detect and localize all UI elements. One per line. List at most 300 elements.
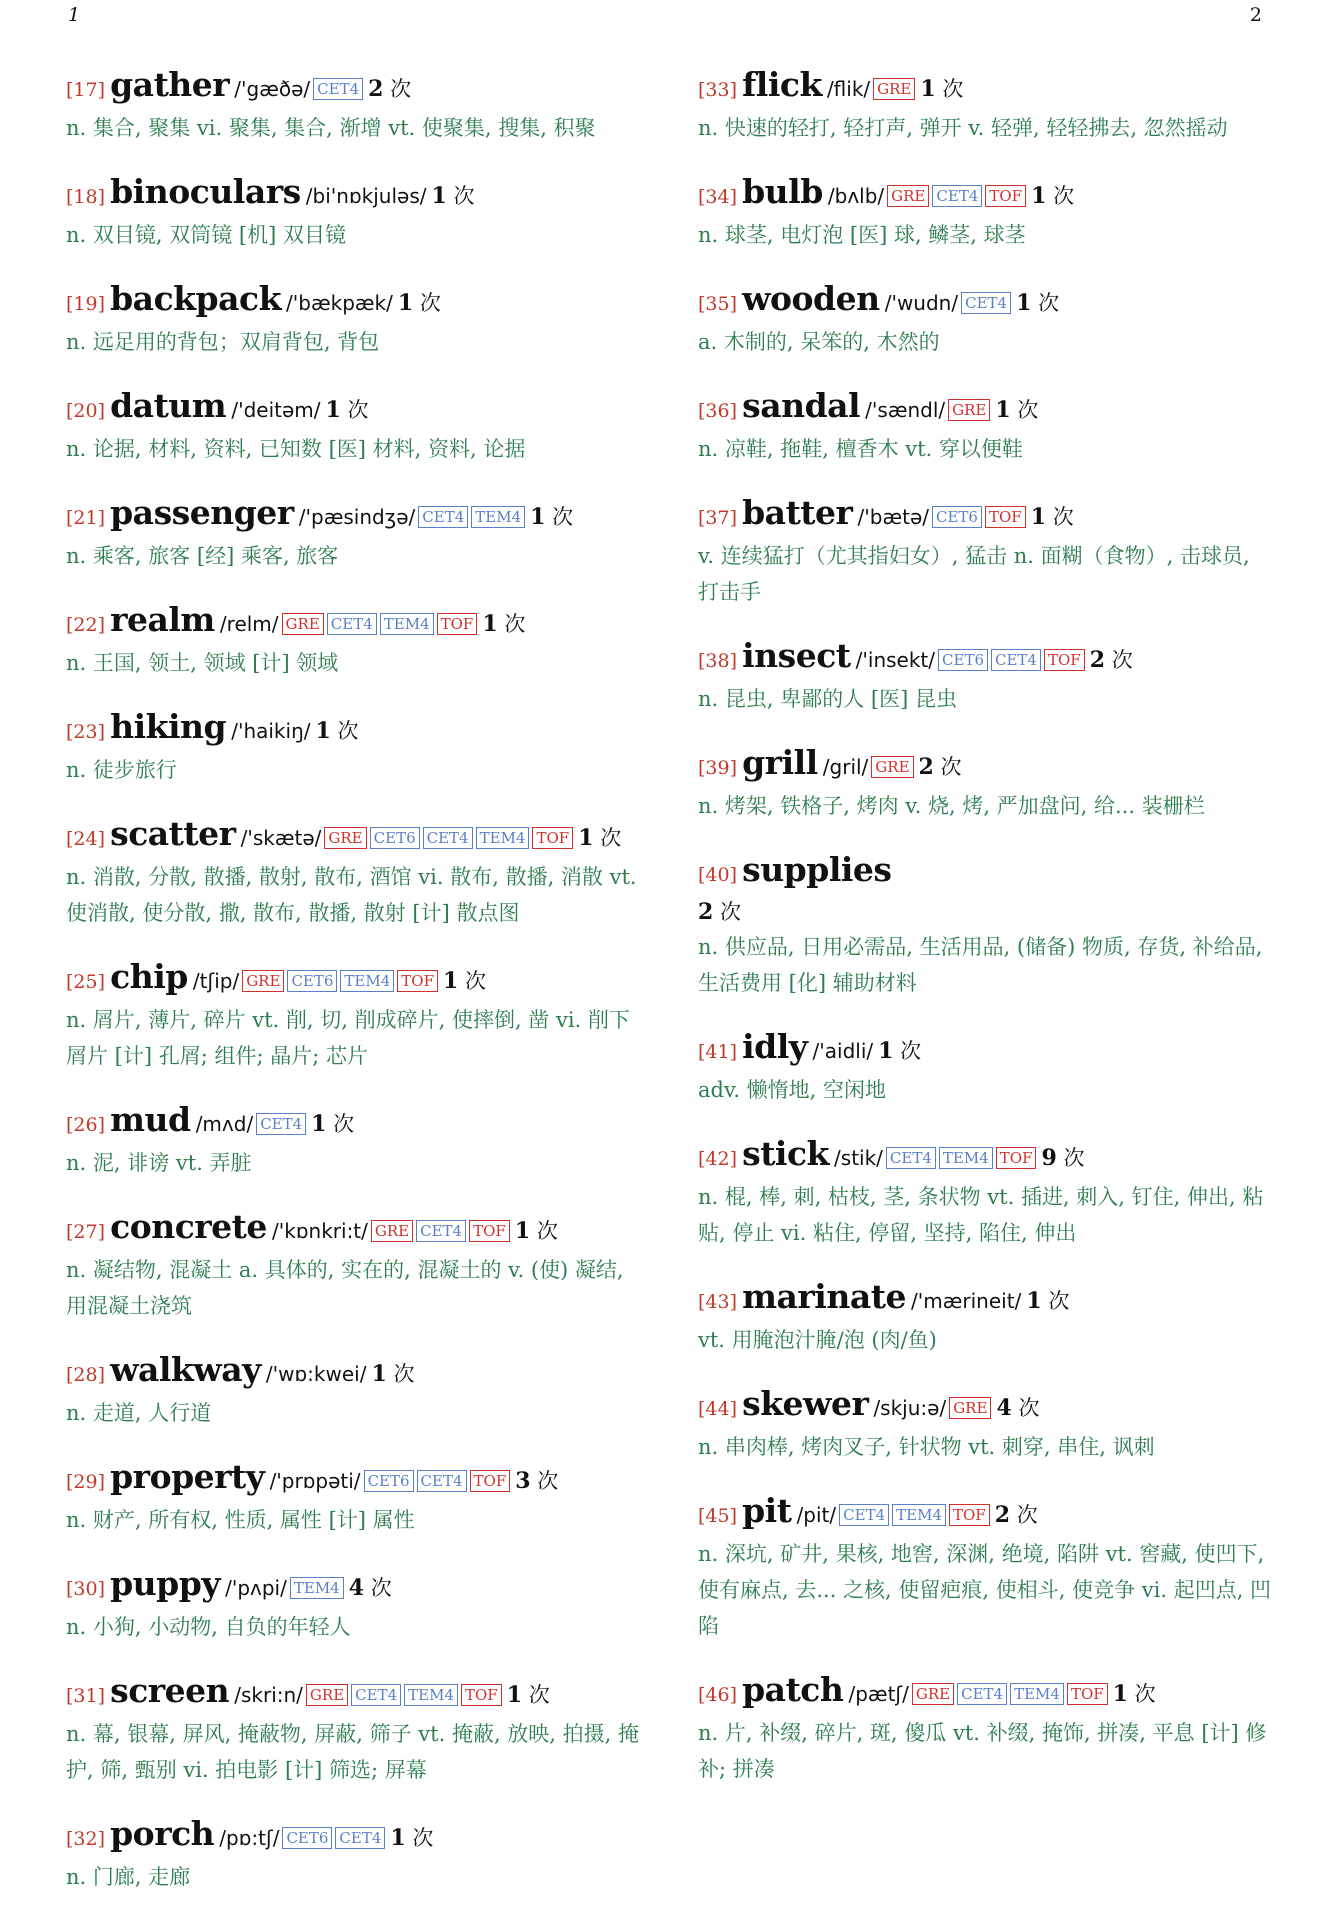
entry-index: [28] — [66, 1364, 106, 1386]
exam-tag-gre: GRE — [306, 1684, 348, 1706]
phonetic: /'gæðə/ — [234, 77, 311, 101]
definition: n. 片, 补缀, 碎片, 斑, 傻瓜 vt. 补缀, 掩饰, 拼凑, 平息 [计] 修补; 拼凑 — [698, 1721, 1267, 1781]
exam-tag-cet4: CET4 — [416, 1220, 466, 1242]
count-unit: 次 — [465, 969, 486, 993]
headword: concrete — [110, 1207, 267, 1246]
vocab-entry — [698, 1135, 1276, 1251]
exam-tag-cet4: CET4 — [418, 506, 468, 528]
phonetic: /stik/ — [834, 1146, 883, 1170]
occurrence-count — [1026, 1289, 1069, 1313]
vocab-entry — [66, 1208, 644, 1324]
entry-index: [20] — [66, 400, 106, 422]
count-unit: 次 — [1063, 1146, 1085, 1170]
count-number: 1 — [878, 1038, 894, 1064]
headword: grill — [742, 743, 818, 782]
definition: n. 集合, 聚集 vi. 聚集, 集合, 渐增 vt. 使聚集, 搜集, 积聚 — [66, 116, 596, 140]
entry-head — [66, 173, 644, 217]
phonetic: /pit/ — [796, 1503, 837, 1527]
vocab-entry — [66, 66, 644, 146]
phonetic: /'bætə/ — [857, 505, 929, 529]
count-number: 1 — [431, 183, 447, 209]
entry-index: [30] — [66, 1578, 106, 1600]
count-number: 1 — [1026, 1288, 1042, 1314]
exam-tag-cet4: CET4 — [932, 185, 982, 207]
phonetic: /'pʌpi/ — [225, 1576, 287, 1600]
exam-tag-cet4: CET4 — [886, 1147, 936, 1169]
exam-tag-cet4: CET4 — [991, 649, 1041, 671]
vocab-entry — [66, 494, 644, 574]
vocab-entry — [698, 173, 1276, 253]
count-unit: 次 — [900, 1039, 922, 1063]
exam-tag-tof: TOF — [469, 1220, 510, 1242]
entry-head — [698, 280, 1276, 324]
entry-index: [31] — [66, 1685, 106, 1707]
headword: flick — [742, 65, 822, 104]
occurrence-count — [1016, 291, 1059, 315]
headword: skewer — [742, 1384, 869, 1423]
occurrence-count — [311, 1112, 354, 1136]
exam-tag-cet4: CET4 — [961, 292, 1011, 314]
count-unit: 次 — [390, 77, 412, 101]
count-unit: 次 — [1134, 1682, 1156, 1706]
exam-tag-tem4: TEM4 — [290, 1577, 344, 1599]
exam-tag-cet4: CET4 — [313, 78, 363, 100]
count-unit: 次 — [412, 1826, 434, 1850]
occurrence-count — [515, 1219, 558, 1243]
vocab-entry — [66, 815, 644, 931]
exam-tag-gre: GRE — [887, 185, 929, 207]
exam-tag-cet4: CET4 — [417, 1470, 467, 1492]
exam-tag-tof: TOF — [949, 1504, 990, 1526]
occurrence-count — [315, 719, 358, 743]
entry-head — [66, 1101, 644, 1145]
occurrence-count — [995, 398, 1038, 422]
exam-tag-tem4: TEM4 — [471, 506, 525, 528]
count-unit: 次 — [419, 291, 441, 315]
definition: n. 昆虫, 卑鄙的人 [医] 昆虫 — [698, 687, 957, 711]
count-number: 4 — [348, 1575, 365, 1601]
occurrence-count — [920, 77, 963, 101]
entry-index: [44] — [698, 1398, 738, 1420]
definition: n. 凉鞋, 拖鞋, 檀香木 vt. 穿以便鞋 — [698, 437, 1023, 461]
entry-index: [38] — [698, 650, 738, 672]
headword: porch — [110, 1814, 215, 1853]
phonetic: /'wɒ:kwei/ — [265, 1362, 367, 1386]
phonetic: /relm/ — [219, 612, 279, 636]
count-number: 2 — [1089, 647, 1106, 673]
occurrence-count — [1041, 1146, 1084, 1170]
occurrence-count — [1031, 184, 1074, 208]
count-unit: 次 — [1016, 1503, 1038, 1527]
count-number: 1 — [443, 968, 459, 994]
occurrence-count — [578, 826, 621, 850]
exam-tag-gre: GRE — [371, 1220, 413, 1242]
entry-index: [37] — [698, 507, 738, 529]
entry-head — [698, 387, 1276, 431]
entry-index: [32] — [66, 1828, 106, 1850]
entry-index: [39] — [698, 757, 738, 779]
count-unit: 次 — [1053, 184, 1075, 208]
entry-head — [698, 1135, 1276, 1179]
exam-tag-cet4: CET4 — [256, 1113, 306, 1135]
exam-tag-cet6: CET6 — [282, 1827, 332, 1849]
occurrence-count — [398, 291, 441, 315]
entry-index: [29] — [66, 1471, 106, 1493]
count-number: 1 — [397, 290, 414, 316]
vocab-entry — [698, 494, 1276, 610]
exam-tag-cet4: CET4 — [423, 827, 473, 849]
count-number: 1 — [1030, 504, 1047, 530]
occurrence-count — [432, 184, 475, 208]
entry-head — [698, 1492, 1276, 1536]
count-unit: 次 — [528, 1683, 550, 1707]
vocab-entry — [698, 851, 1276, 1001]
occurrence-count — [371, 1362, 414, 1386]
exam-tag-tof: TOF — [437, 613, 478, 635]
vocab-entry — [66, 1351, 644, 1431]
vocab-entry — [66, 1101, 644, 1181]
definition: n. 屑片, 薄片, 碎片 vt. 削, 切, 削成碎片, 使摔倒, 凿 vi. 削下屑片 [计] 孔屑; 组件; 晶片; 芯片 — [66, 1008, 630, 1068]
entry-head — [66, 1351, 644, 1395]
entry-head — [698, 1385, 1276, 1429]
definition: n. 球茎, 电灯泡 [医] 球, 鳞茎, 球茎 — [698, 223, 1026, 247]
count-unit: 次 — [720, 900, 741, 924]
occurrence-count — [349, 1576, 392, 1600]
exam-tag-gre: GRE — [871, 756, 913, 778]
definition: n. 消散, 分散, 散播, 散射, 散布, 酒馆 vi. 散布, 散播, 消散 vt. 使消散, 使分散, 撒, 散布, 散播, 散射 [计] 散点图 — [66, 865, 637, 925]
phonetic: /flik/ — [826, 77, 871, 101]
headword: mud — [110, 1100, 191, 1139]
definition: a. 木制的, 呆笨的, 木然的 — [698, 330, 940, 354]
count-number: 2 — [918, 754, 934, 780]
headword: backpack — [110, 279, 281, 318]
count-unit: 次 — [504, 612, 526, 636]
vocab-entry — [66, 173, 644, 253]
entry-head — [698, 637, 1276, 681]
vocab-entry — [66, 958, 644, 1074]
headword: supplies — [742, 850, 892, 889]
headword: scatter — [110, 814, 236, 853]
definition: n. 徒步旅行 — [66, 758, 177, 782]
entry-index: [35] — [698, 293, 738, 315]
count-number: 1 — [390, 1825, 406, 1851]
phonetic: /skri:n/ — [234, 1683, 303, 1707]
exam-tag-tof: TOF — [461, 1684, 502, 1706]
count-number: 1 — [311, 1111, 327, 1137]
headword: insect — [742, 636, 851, 675]
phonetic: /'sændl/ — [865, 398, 946, 422]
count-number: 2 — [368, 76, 384, 102]
vocab-entry — [698, 744, 1276, 824]
count-number: 2 — [994, 1502, 1011, 1528]
definition: vt. 用腌泡汁腌/泡 (肉/鱼) — [698, 1328, 937, 1352]
entry-head — [66, 1458, 644, 1502]
vocab-entry — [66, 601, 644, 681]
exam-tag-cet6: CET6 — [932, 506, 982, 528]
definition: n. 供应品, 日用必需品, 生活用品, (储备) 物质, 存货, 补给品, 生活费用 [化] 辅助材料 — [698, 935, 1263, 995]
entry-head — [698, 1028, 1276, 1072]
occurrence-count — [507, 1683, 550, 1707]
count-unit: 次 — [552, 505, 574, 529]
exam-tag-tem4: TEM4 — [1010, 1683, 1064, 1705]
exam-tag-tof: TOF — [397, 970, 438, 992]
entry-index: [40] — [698, 864, 738, 886]
count-number: 1 — [315, 718, 331, 744]
exam-tag-gre: GRE — [242, 970, 284, 992]
occurrence-count — [995, 1503, 1038, 1527]
headword: puppy — [110, 1564, 220, 1603]
exam-tag-tof: TOF — [1067, 1683, 1108, 1705]
phonetic: /mʌd/ — [195, 1112, 254, 1136]
vocab-entry — [66, 280, 644, 360]
count-unit: 次 — [537, 1469, 559, 1493]
occurrence-count — [698, 895, 1276, 929]
count-unit: 次 — [453, 184, 475, 208]
headword: screen — [110, 1671, 230, 1710]
phonetic: /gril/ — [822, 755, 869, 779]
exam-tag-tem4: TEM4 — [380, 613, 434, 635]
occurrence-count — [1113, 1682, 1156, 1706]
count-number: 1 — [920, 76, 936, 102]
count-number: 1 — [1112, 1681, 1128, 1707]
definition: n. 凝结物, 混凝土 a. 具体的, 实在的, 混凝土的 v. (使) 凝结, 用混凝土浇筑 — [66, 1258, 624, 1318]
occurrence-count — [443, 969, 486, 993]
count-unit: 次 — [333, 1112, 355, 1136]
definition: n. 乘客, 旅客 [经] 乘客, 旅客 — [66, 544, 339, 568]
exam-tag-cet6: CET6 — [287, 970, 337, 992]
exam-tag-tof: TOF — [996, 1147, 1037, 1169]
phonetic: /bʌlb/ — [827, 184, 885, 208]
vocab-entry — [698, 1385, 1276, 1465]
definition: n. 门廊, 走廊 — [66, 1865, 191, 1889]
phonetic: /pætʃ/ — [848, 1682, 909, 1706]
count-number: 1 — [1016, 290, 1032, 316]
headword: realm — [110, 600, 215, 639]
exam-tag-cet4: CET4 — [335, 1827, 385, 1849]
definition: n. 论据, 材料, 资料, 已知数 [医] 材料, 资料, 论据 — [66, 437, 526, 461]
entry-head — [66, 1672, 644, 1716]
phonetic: /'haikiŋ/ — [231, 719, 311, 743]
headword: stick — [742, 1134, 829, 1173]
definition: n. 串肉棒, 烤肉叉子, 针状物 vt. 刺穿, 串住, 讽刺 — [698, 1435, 1155, 1459]
exam-tag-cet6: CET6 — [938, 649, 988, 671]
exam-tag-tem4: TEM4 — [340, 970, 394, 992]
entry-head — [698, 1671, 1276, 1715]
vocab-entry — [698, 1492, 1276, 1644]
entry-index: [18] — [66, 186, 106, 208]
occurrence-count — [530, 505, 573, 529]
exam-tag-gre: GRE — [324, 827, 366, 849]
entry-index: [45] — [698, 1505, 738, 1527]
phonetic: /bi'nɒkjuləs/ — [305, 184, 427, 208]
phonetic: /'aidli/ — [812, 1039, 874, 1063]
entry-index: [21] — [66, 507, 106, 529]
headword: idly — [742, 1027, 808, 1066]
entry-head — [66, 1565, 644, 1609]
phonetic: /'bækpæk/ — [286, 291, 393, 315]
entry-head — [698, 1278, 1276, 1322]
definition: v. 连续猛打（尤其指妇女）, 猛击 n. 面糊（食物）, 击球员, 打击手 — [698, 544, 1250, 604]
definition: n. 远足用的背包；双肩背包, 背包 — [66, 330, 380, 354]
count-unit: 次 — [337, 719, 359, 743]
count-unit: 次 — [940, 755, 962, 779]
phonetic: /tʃip/ — [192, 969, 240, 993]
exam-tag-cet4: CET4 — [957, 1683, 1007, 1705]
count-number: 2 — [698, 899, 714, 925]
definition: n. 烤架, 铁格子, 烤肉 v. 烧, 烤, 严加盘问, 给... 装栅栏 — [698, 794, 1205, 818]
vocab-entry — [698, 1278, 1276, 1358]
count-number: 1 — [530, 504, 546, 530]
exam-tag-gre: GRE — [948, 399, 990, 421]
definition: n. 深坑, 矿井, 果核, 地窖, 深渊, 绝境, 陷阱 vt. 窖藏, 使凹下, 使有麻点, 去... 之核, 使留疤痕, 使相斗, 使竞争 vi. 起凹点, 凹陷 — [698, 1542, 1272, 1638]
entry-head — [66, 601, 644, 645]
phonetic: /'skætə/ — [240, 826, 322, 850]
count-number: 4 — [996, 1395, 1012, 1421]
phonetic: /pɒ:tʃ/ — [219, 1826, 280, 1850]
headword: hiking — [110, 707, 227, 746]
definition: n. 小狗, 小动物, 自负的年轻人 — [66, 1615, 351, 1639]
phonetic: /'insekt/ — [855, 648, 936, 672]
count-unit: 次 — [1018, 1396, 1040, 1420]
count-unit: 次 — [1111, 648, 1133, 672]
phonetic: /skju:ə/ — [873, 1396, 947, 1420]
entry-head — [66, 387, 644, 431]
vocab-entry — [698, 1671, 1276, 1787]
headword: gather — [110, 65, 230, 104]
entry-head — [66, 815, 644, 859]
exam-tag-cet4: CET4 — [351, 1684, 401, 1706]
phonetic: /'prɒpəti/ — [269, 1469, 361, 1493]
entry-head — [698, 851, 1276, 895]
count-unit: 次 — [942, 77, 964, 101]
headword: datum — [110, 386, 227, 425]
count-number: 1 — [578, 825, 594, 851]
count-number: 1 — [995, 397, 1011, 423]
exam-tag-tof: TOF — [532, 827, 573, 849]
occurrence-count — [996, 1396, 1039, 1420]
exam-tag-tem4: TEM4 — [476, 827, 530, 849]
exam-tag-tem4: TEM4 — [404, 1684, 458, 1706]
phonetic: /'mærineit/ — [911, 1289, 1022, 1313]
entry-head — [66, 1815, 644, 1859]
count-unit: 次 — [393, 1362, 415, 1386]
entry-head — [698, 173, 1276, 217]
occurrence-count — [368, 77, 411, 101]
vocab-entry — [66, 387, 644, 467]
headword: batter — [742, 493, 853, 532]
exam-tag-gre: GRE — [282, 613, 324, 635]
vocab-entry — [698, 1028, 1276, 1108]
exam-tag-tof: TOF — [985, 185, 1026, 207]
occurrence-count — [1090, 648, 1133, 672]
count-number: 1 — [514, 1218, 531, 1244]
definition: n. 幕, 银幕, 屏风, 掩蔽物, 屏蔽, 筛子 vt. 掩蔽, 放映, 拍摄, 掩护, 筛, 甄别 vi. 拍电影 [计] 筛选; 屏幕 — [66, 1722, 640, 1782]
definition: n. 王国, 领土, 领域 [计] 领域 — [66, 651, 339, 675]
exam-tag-tof: TOF — [985, 506, 1026, 528]
count-unit: 次 — [370, 1576, 392, 1600]
exam-tag-tem4: TEM4 — [939, 1147, 993, 1169]
definition: n. 泥, 诽谤 vt. 弄脏 — [66, 1151, 252, 1175]
count-number: 1 — [482, 611, 498, 637]
definition: n. 快速的轻打, 轻打声, 弹开 v. 轻弹, 轻轻拂去, 忽然摇动 — [698, 116, 1228, 140]
occurrence-count — [326, 398, 369, 422]
headword: binoculars — [110, 172, 301, 211]
count-number: 3 — [515, 1468, 531, 1494]
count-number: 1 — [506, 1682, 523, 1708]
headword: chip — [110, 957, 188, 996]
headword: bulb — [742, 172, 823, 211]
definition: n. 走道, 人行道 — [66, 1401, 212, 1425]
headword: marinate — [742, 1277, 906, 1316]
count-unit: 次 — [1048, 1289, 1070, 1313]
occurrence-count — [515, 1469, 558, 1493]
entry-index: [25] — [66, 971, 106, 993]
entry-head — [698, 66, 1276, 110]
headword: property — [110, 1457, 265, 1496]
exam-tag-cet6: CET6 — [370, 827, 420, 849]
entry-head — [698, 494, 1276, 538]
vocab-entry — [66, 708, 644, 788]
page-number-right: 2 — [1249, 4, 1262, 26]
count-number: 1 — [371, 1361, 387, 1387]
count-number: 9 — [1041, 1145, 1057, 1171]
vocab-entry — [66, 1672, 644, 1788]
entry-head — [66, 958, 644, 1002]
left-column — [66, 66, 644, 1922]
entry-head — [66, 280, 644, 324]
count-unit: 次 — [347, 398, 369, 422]
headword: wooden — [742, 279, 880, 318]
vocab-entry — [698, 387, 1276, 467]
entry-index: [43] — [698, 1291, 738, 1313]
entry-index: [22] — [66, 614, 106, 636]
occurrence-count — [919, 755, 962, 779]
exam-tag-gre: GRE — [873, 78, 915, 100]
entry-index: [26] — [66, 1114, 106, 1136]
entry-index: [41] — [698, 1041, 738, 1063]
occurrence-count — [878, 1039, 921, 1063]
exam-tag-cet6: CET6 — [364, 1470, 414, 1492]
entry-index: [19] — [66, 293, 106, 315]
entry-index: [23] — [66, 721, 106, 743]
headword: patch — [742, 1670, 844, 1709]
count-number: 1 — [325, 397, 341, 423]
count-unit: 次 — [1017, 398, 1039, 422]
phonetic: /'pæsindʒə/ — [298, 505, 416, 529]
headword: sandal — [742, 386, 861, 425]
count-unit: 次 — [600, 826, 622, 850]
headword: passenger — [110, 493, 294, 532]
exam-tag-cet4: CET4 — [327, 613, 377, 635]
entry-index: [46] — [698, 1684, 738, 1706]
vocab-entry — [698, 66, 1276, 146]
entry-index: [34] — [698, 186, 738, 208]
entry-head — [66, 708, 644, 752]
exam-tag-tem4: TEM4 — [892, 1504, 946, 1526]
headword: pit — [742, 1491, 792, 1530]
right-column — [698, 66, 1276, 1814]
definition: n. 财产, 所有权, 性质, 属性 [计] 属性 — [66, 1508, 415, 1532]
vocab-entry — [698, 280, 1276, 360]
definition: adv. 懒惰地, 空闲地 — [698, 1078, 887, 1102]
definition: n. 棍, 棒, 刺, 枯枝, 茎, 条状物 vt. 插进, 刺入, 钉住, 伸出, 粘贴, 停止 vi. 粘住, 停留, 坚持, 陷住, 伸出 — [698, 1185, 1264, 1245]
entry-index: [27] — [66, 1221, 106, 1243]
entry-head — [698, 744, 1276, 788]
entry-head — [66, 494, 644, 538]
vocab-entry — [698, 637, 1276, 717]
exam-tag-cet4: CET4 — [839, 1504, 889, 1526]
exam-tag-gre: GRE — [949, 1397, 991, 1419]
